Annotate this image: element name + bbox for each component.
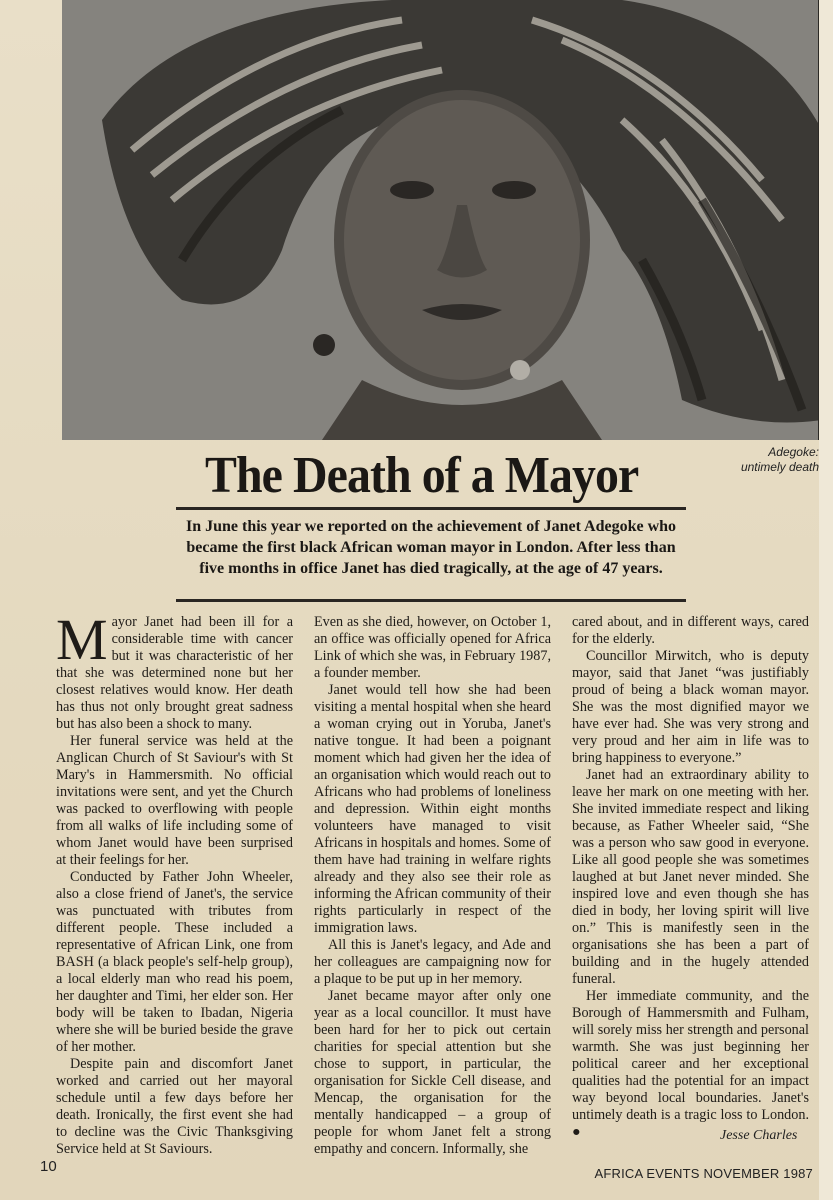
caption-line-2: untimely death	[740, 460, 819, 474]
paragraph: Conducted by Father John Wheeler, also a close friend of Janet's, the service was punctuated with tributes from different people. These included a representative of African Link, one from BASH (a black people's self-help group), a local elderly man who read his poem, her daughter and Timi, her elder son. Her body will be taken to Ibadan, Nigeria where she will be buried beside the grave of her mother.	[56, 869, 293, 1055]
article-column-2	[314, 614, 551, 1158]
paragraph: All this is Janet's legacy, and Ade and her colleagues are campaigning now for a plaque to be put up in her memory.	[314, 937, 551, 987]
paragraph: Janet would tell how she had been visiting a mental hospital when she heard a woman crying out in Yoruba, Janet's native tongue. It had been a poignant moment which had given her the idea of an organisation which would reach out to Africans who had problems of loneliness and depression. Within eight months volunteers have managed to visit Africans in hospitals and homes. Some of them have had training in welfare rights already and they also see their role as informing the African community of their rights particularly in respect of the immigration laws.	[314, 682, 551, 936]
page-edge	[819, 0, 833, 1200]
divider-bottom	[176, 599, 686, 602]
divider-top	[176, 507, 686, 510]
drop-cap: M	[56, 607, 108, 672]
paragraph: Even as she died, however, on October 1, an office was officially opened for Africa Link of which she was, in February 1987, a founder member.	[314, 614, 551, 681]
publication-footer: AFRICA EVENTS NOVEMBER 1987	[594, 1166, 813, 1181]
paragraph: Janet became mayor after only one year as a local councillor. It must have been hard for her to pick out certain charities for special attention but she chose to support, in particular, the organisation for Sickle Cell disease, and Mencap, the organisation for the mentally handicapped – a group of people for whom Janet felt a strong empathy and concern. Informally, she	[314, 988, 551, 1157]
paragraph: Her immediate community, and the Borough of Hammersmith and Fulham, will sorely miss her strength and personal warmth. She was just beginning her political career and her exceptional qualities had the potential for an impact way beyond local boundaries. Janet's untimely death is a tragic loss to London. ●	[572, 988, 809, 1140]
article-column-3	[572, 614, 809, 1141]
paragraph: Councillor Mirwitch, who is deputy mayor, said that Janet “was justifiably proud of being a black woman mayor. She was the most dignified mayor we have ever had. She was very strong and very proud and her aim in life was to bring happiness to everyone.”	[572, 648, 809, 766]
paragraph: Mayor Janet had been ill for a considerable time with cancer but it was characteristic of her that she was determined none but her closest relatives would know. Her death has thus not only brought great sadness but has also been a shock to many.	[56, 607, 293, 732]
caption-line-1: Adegoke:	[768, 445, 819, 459]
paragraph: Despite pain and discomfort Janet worked and carried out her mayoral schedule until a few days before her death. Ironically, the first event she had to decline was the Civic Thanksgiving Service held at St Saviours.	[56, 1056, 293, 1157]
photo-caption	[709, 445, 819, 475]
portrait-illustration	[62, 0, 818, 440]
article-headline: The Death of a Mayor	[205, 447, 639, 504]
paragraph: Her funeral service was held at the Anglican Church of St Saviour's with St Mary's in Hammersmith. No official invitations were sent, and yet the Church was packed to overflowing with people from all walks of life including some of whom Janet would have been surprised at their feelings for her.	[56, 733, 293, 868]
article-column-1	[56, 607, 293, 1158]
article-standfirst: In June this year we reported on the achievement of Janet Adegoke who became the first black African woman mayor in London. After less than five months in office Janet has died tragically, at the age of 47 years.	[185, 518, 677, 577]
portrait-photo	[62, 0, 819, 440]
page-number: 10	[40, 1158, 57, 1175]
author-byline: Jesse Charles	[720, 1128, 798, 1143]
paragraph: cared about, and in different ways, cared for the elderly.	[572, 614, 809, 647]
paragraph: Janet had an extraordinary ability to leave her mark on one meeting with her. She invited immediate respect and liking because, as Father Wheeler said, “She was a person who saw good in everyone. Like all good people she was sometimes laughed at but Janet never minded. She inspired love and even though she has died in body, her loving spirit will live on.” This is manifestly seen in the organisations she has been a part of building and in the hugely attended funeral.	[572, 767, 809, 987]
